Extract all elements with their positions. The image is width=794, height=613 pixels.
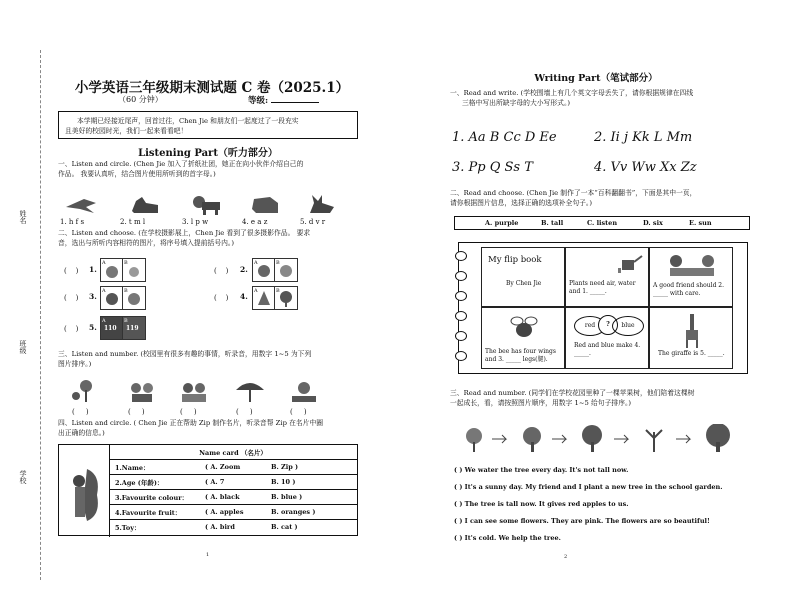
q1-item-2 — [120, 218, 145, 226]
card-row-2-option-b[interactable]: B. 10 ) — [271, 478, 296, 486]
q3-line-1: 三、Listen and number. (校园里有很多有趣的事情，听录音，用数字 1~5 为下列 — [58, 350, 312, 358]
right-q1-line-2: 三格中写出所缺字母的大小写形式。) — [462, 99, 571, 107]
card-row-4-label: 4.Favourite fruit： — [115, 509, 182, 517]
exam-page-right — [446, 58, 746, 578]
flip-cell-5-text: Red and blue make 4. _____. — [574, 342, 641, 357]
right-question-3-instructions — [450, 388, 750, 408]
origami-lion-icon — [190, 193, 224, 217]
card-row-4-option-b[interactable]: B. oranges ) — [271, 508, 316, 516]
arrow-icon — [676, 435, 690, 443]
school-field-label: 学校 — [19, 470, 27, 484]
q1-line-2: 作品。 我要认真听，结合图片使用所听到的首字母。) — [58, 170, 216, 178]
q2-photo-pair-5 — [100, 316, 146, 340]
q3-answer-5[interactable]: ( ) — [290, 408, 307, 416]
card-row-3 — [109, 489, 357, 504]
right-question-2-instructions — [450, 188, 750, 208]
q2-photo-3b — [123, 287, 145, 309]
q2-photo-3a — [101, 287, 123, 309]
q2-photo-4a — [253, 287, 275, 309]
card-row-5 — [109, 519, 357, 534]
q1-num-4: 4. — [242, 218, 249, 226]
q2-answer-2[interactable]: ( ) — [214, 267, 229, 275]
page-number-2: 2 — [564, 554, 568, 560]
name-card-table — [58, 444, 358, 536]
card-row-5-label: 5.Toy： — [115, 524, 141, 532]
q2-line-1: 二、Listen and choose. (在学校摄影展上，Chen Jie 看到了很多摄影作品。 要求 — [58, 229, 311, 237]
q2-photo-4b — [275, 287, 297, 309]
sentence-2[interactable]: ( ) It's a sunny day. My friend and I plant a new tree in the school garden. — [454, 483, 723, 491]
flip-cell-4-text: The bee has four wings and 3. _____ legs(腿). — [485, 348, 556, 363]
question-4-instructions — [58, 418, 358, 438]
q4-line-1: 四、Listen and circle. ( Chen Jie 正在帮助 Zip 制作名片，听录音帮 Zip 在名片中圈 — [58, 419, 324, 427]
spiral-ring — [455, 311, 467, 321]
scene-friends-icon — [176, 378, 212, 406]
sentence-1[interactable]: ( ) We water the tree every day. It's not tall now. — [454, 466, 629, 474]
phone-number-119: 119 — [126, 325, 139, 332]
card-row-1-option-a[interactable]: ( A. Zoom — [205, 463, 241, 471]
choice-a[interactable]: A. purple — [485, 219, 519, 227]
choice-d[interactable]: D. six — [643, 219, 663, 227]
q2-label-b: B — [124, 260, 128, 266]
flip-book-author: By Chen Jie — [506, 280, 542, 287]
scene-umbrella-icon — [232, 378, 268, 406]
letters-row-1-right[interactable]: 2. Ii j Kk L Mm — [594, 130, 693, 145]
question-2-instructions — [58, 228, 358, 248]
q1-item-3 — [182, 218, 208, 226]
origami-rabbit-icon — [304, 193, 338, 217]
tree-growth-sequence — [454, 424, 746, 454]
q1-num-1: 1. — [60, 218, 67, 226]
intro-line-2: 且美好的校园时光，我们一起来看看吧！ — [65, 127, 188, 135]
q1-item-4 — [242, 218, 267, 226]
card-row-4 — [109, 504, 357, 519]
binding-line — [40, 50, 41, 580]
right-question-1-instructions — [450, 88, 750, 108]
q2-num-2: 2. — [240, 265, 248, 274]
word-choices-box — [454, 216, 750, 230]
arrow-icon — [614, 435, 628, 443]
card-row-2 — [109, 474, 357, 489]
scene-planting-icon — [68, 378, 104, 406]
card-row-4-option-a[interactable]: ( A. apples — [205, 508, 244, 516]
flip-cell-3-text: A good friend should 2. _____ with care. — [653, 282, 725, 297]
letters-row-2-right[interactable]: 4. Vv Ww Xx Zz — [594, 160, 697, 175]
blue-circle: blue — [612, 316, 644, 336]
q1-options-2[interactable]: t m l — [128, 218, 146, 226]
flip-cell-2 — [565, 247, 649, 307]
letters-row-1-left[interactable]: 1. Aa B Cc D Ee — [452, 130, 557, 145]
q2-answer-4[interactable]: ( ) — [214, 294, 229, 302]
writing-part-title: Writing Part（笔试部分） — [534, 73, 658, 84]
q1-num-3: 3. — [182, 218, 189, 226]
q2-photo-5a — [101, 317, 123, 339]
letters-row-2-left[interactable]: 3. Pp Q Ss T — [452, 160, 533, 175]
q3-line-2: 图片排序。) — [58, 360, 92, 368]
bee-icon — [508, 312, 540, 342]
scene-kids-icon — [124, 378, 160, 406]
exam-title: 小学英语三年级期末测试题 C 卷（2025.1） — [74, 80, 350, 96]
q3-answer-1[interactable]: ( ) — [72, 408, 89, 416]
phone-number-110: 110 — [104, 325, 117, 332]
card-row-3-option-a[interactable]: ( A. black — [205, 493, 240, 501]
sentence-5[interactable]: ( ) It's cold. We help the tree. — [454, 534, 561, 542]
tree-stage-2-icon — [523, 427, 541, 452]
card-row-3-option-b[interactable]: B. blue ) — [271, 493, 303, 501]
card-row-1-label: 1.Name： — [115, 464, 150, 472]
listening-part-title: Listening Part（听力部分） — [138, 148, 278, 159]
q1-line-1: 一、Listen and circle. (Chen Jie 加入了折纸社团，她正在向小伙伴介绍自己的 — [58, 160, 304, 168]
q2-photo-1b — [123, 259, 145, 281]
flip-cell-3 — [649, 247, 733, 307]
flip-cell-6-text: The giraffe is 5. _____. — [658, 350, 725, 357]
giraffe-icon — [680, 312, 704, 350]
q3-answer-2[interactable]: ( ) — [128, 408, 145, 416]
q2-num-5: 5. — [89, 323, 97, 332]
right-q3-line-2: 一起成长，看，请按照图片顺序，用数字 1~5 给句子排序。) — [450, 399, 632, 407]
q2-photo-pair-3 — [100, 286, 146, 310]
q1-item-5 — [300, 218, 325, 226]
intro-text — [65, 116, 351, 136]
card-row-3-label: 3.Favourite colour： — [115, 494, 189, 502]
tree-stage-1-icon — [466, 428, 482, 452]
binding-margin — [0, 50, 50, 580]
origami-dog-icon — [128, 193, 162, 217]
q1-options-1[interactable]: h f s — [68, 218, 85, 226]
mix-question-mark: ? — [598, 315, 618, 335]
spiral-ring — [455, 291, 467, 301]
red-circle: red — [574, 316, 606, 336]
card-row-1-option-b[interactable]: B. Zip ) — [271, 463, 299, 471]
q4-line-2: 出正确的信息。) — [58, 429, 105, 437]
flip-book-page — [458, 242, 748, 374]
q2-label-b: B — [276, 260, 280, 266]
q2-num-3: 3. — [89, 292, 97, 301]
q2-label-b: B — [276, 288, 280, 294]
name-field-label: 姓名 — [19, 210, 27, 224]
spiral-ring — [455, 351, 467, 361]
watering-can-icon — [616, 252, 644, 274]
q2-line-2: 音，选出与所听内容相符的图片，将序号填入提前括号内。) — [58, 239, 234, 247]
spiral-ring — [455, 331, 467, 341]
q2-answer-3[interactable]: ( ) — [64, 294, 79, 302]
sentence-3[interactable]: ( ) The tree is tall now. It gives red apples to us. — [454, 500, 629, 508]
arrow-icon — [552, 435, 566, 443]
choice-c[interactable]: C. listen — [587, 219, 618, 227]
intro-line-1: 本学期已经接近尾声，回首过往，Chen Jie 和朋友们一起度过了一段充实 — [77, 117, 299, 125]
tree-stage-5-icon — [706, 424, 730, 452]
page-number-1: 1 — [206, 552, 210, 558]
q2-num-4: 4. — [240, 292, 248, 301]
card-title: Name card （名片） — [199, 449, 267, 457]
class-field-label: 班级 — [19, 340, 27, 354]
right-q2-line-1: 二、Read and choose. (Chen Jie 制作了一本“百科翻翻书”，下面是其中一页， — [450, 189, 697, 197]
flip-cell-5 — [565, 307, 649, 369]
flip-cell-6 — [649, 307, 733, 369]
q2-label-a: A — [102, 288, 106, 294]
right-q1-line-1: 一、Read and write. (学校围墙上有几个英文字母丢失了，请你根据规律在四线 — [450, 89, 694, 97]
grade-field — [248, 94, 319, 106]
q2-num-1: 1. — [89, 265, 97, 274]
exam-duration: （60 分钟） — [118, 95, 163, 104]
q3-answer-4[interactable]: ( ) — [236, 408, 253, 416]
tree-stage-4-icon — [646, 430, 662, 452]
spiral-ring — [455, 271, 467, 281]
exam-page-left — [58, 58, 358, 578]
sentence-4[interactable]: ( ) I can see some flowers. They are pink. The flowers are so beautiful! — [454, 517, 710, 525]
right-q3-line-1: 三、Read and number. (同学们在学校花园里种了一棵苹果树，他们陪着这棵树 — [450, 389, 695, 397]
q2-label-b: B — [124, 288, 128, 294]
q1-options-5[interactable]: d v r — [308, 218, 326, 226]
q2-label-a: A — [102, 260, 106, 266]
arrow-icon — [492, 435, 506, 443]
tree-stage-3-icon — [582, 425, 602, 452]
q2-answer-1[interactable]: ( ) — [64, 267, 79, 275]
q2-answer-5[interactable]: ( ) — [64, 325, 79, 333]
card-row-1 — [109, 459, 357, 474]
q2-label-b: B — [124, 318, 128, 324]
q2-photo-2a — [253, 259, 275, 281]
grade-blank[interactable] — [271, 102, 319, 103]
q2-photo-pair-4 — [252, 286, 298, 310]
origami-elephant-icon — [248, 193, 282, 217]
q2-photo-1a — [101, 259, 123, 281]
q1-item-1 — [60, 218, 84, 226]
flip-cell-2-text: Plants need air, water and 1. _____. — [569, 280, 636, 295]
q2-photo-pair-1 — [100, 258, 146, 282]
card-row-5-option-b[interactable]: B. cat ) — [271, 523, 298, 531]
friends-sharing-icon — [662, 252, 722, 278]
q1-options-3[interactable]: l p w — [190, 218, 209, 226]
q2-photo-pair-2 — [252, 258, 298, 282]
q1-num-5: 5. — [300, 218, 307, 226]
card-row-5-option-a[interactable]: ( A. bird — [205, 523, 235, 531]
flip-cell-4 — [481, 307, 565, 369]
right-q2-line-2: 请你根据图片信息，选择正确的选项补全句子。) — [450, 199, 592, 207]
flip-cell-1 — [481, 247, 565, 307]
q2-label-a: A — [102, 318, 106, 324]
question-3-instructions — [58, 349, 358, 369]
question-1-instructions — [58, 159, 358, 179]
grade-label: 等级: — [248, 96, 269, 106]
scene-playground-icon — [286, 378, 322, 406]
intro-box — [58, 111, 358, 139]
flip-book-heading: My flip book — [488, 255, 542, 265]
choice-b[interactable]: B. tall — [541, 219, 564, 227]
origami-bird-icon — [64, 193, 98, 217]
q2-photo-5b — [123, 317, 145, 339]
q1-num-2: 2. — [120, 218, 127, 226]
choice-e[interactable]: E. sun — [689, 219, 712, 227]
q3-answer-3[interactable]: ( ) — [180, 408, 197, 416]
card-row-2-label: 2.Age (年龄)： — [115, 479, 164, 487]
q1-options-4[interactable]: e a z — [250, 218, 268, 226]
q2-photo-2b — [275, 259, 297, 281]
squirrel-zip-icon — [67, 465, 103, 527]
q2-label-a: A — [254, 288, 258, 294]
q2-label-a: A — [254, 260, 258, 266]
spiral-ring — [455, 251, 467, 261]
card-row-2-option-a[interactable]: ( A. 7 — [205, 478, 225, 486]
